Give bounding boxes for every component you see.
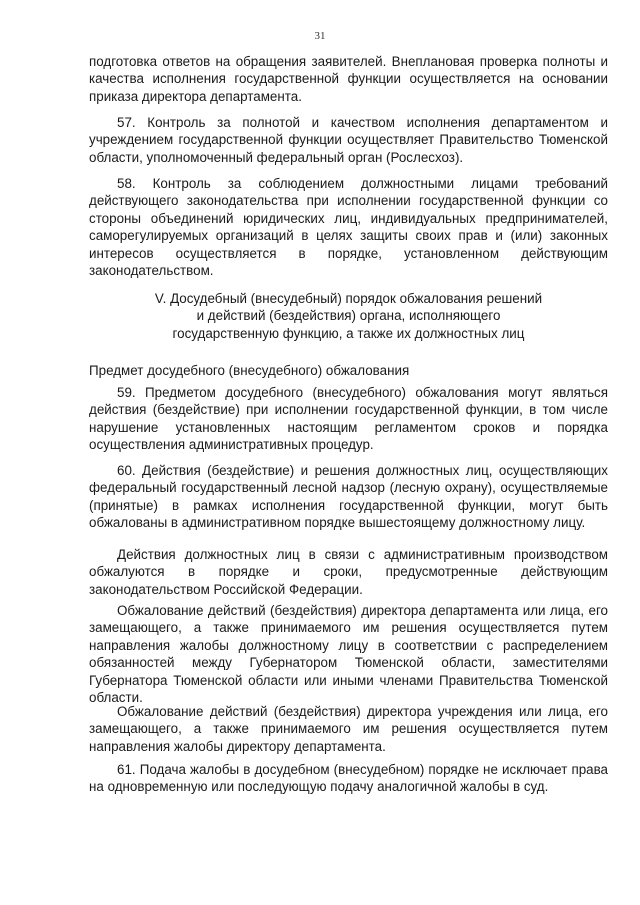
paragraph-58: 58. Контроль за соблюдением должностными лицами требований действующего законодательства при исполнении государственной функции со стороны объединений юридических лиц, индивидуальных предпринимателей, саморегулируемых организаций в целях защиты своих прав и (или) законных интересов осуществляется в порядке, установленном действующим законодательством. [89,176,608,279]
paragraph-59: 59. Предметом досудебного (внесудебного) обжалования могут являться действия (бездействие) при исполнении государственной функции, в том числе нарушение установленных настоящим регламентом сроков и порядка осуществления административных процедур. [89,385,608,453]
paragraph-60-block [89,462,608,532]
section-title-line-2: и действий (бездействия) органа, исполняющего [196,308,501,324]
paragraph-60a-block [89,546,608,598]
paragraph-57: 57. Контроль за полнотой и качеством исполнения департаментом и учреждением государственной функции осуществляет Правительство Тюменской области, уполномоченный федеральный орган (Рослесхоз). [89,115,608,165]
paragraph-60b: Обжалование действий (бездействия) директора департамента или лица, его замещающего, а также принимаемого им решения осуществляется путем направления жалобы должностному лицу в соответствии с распределением обязанностей между Губернатором Тюменской области, заместителями Губернатора Тюменской области или иными членами Правительства Тюменской области. [89,603,608,706]
paragraph-intro: подготовка ответов на обращения заявителей. Внеплановая проверка полноты и качества исполнения государственной функции осуществляется на основании приказа директора департамента. [89,54,608,104]
paragraph-intro-block [89,53,608,105]
paragraph-59-block [89,384,608,454]
page-number: 31 [314,30,326,42]
paragraph-57-block [89,114,608,166]
paragraph-60a: Действия должностных лиц в связи с административным производством обжалуются в порядке и сроки, предусмотренные действующим законодательством Российской Федерации. [89,547,608,597]
section-title-line-1: V. Досудебный (внесудебный) порядок обжалования решений [154,291,543,306]
paragraph-61-block [89,761,608,796]
section-title-line-3: государственную функцию, а также их должностных лиц [172,325,525,341]
paragraph-60c: Обжалование действий (бездействия) директора учреждения или лица, его замещающего, а также принимаемого им решения осуществляется путем направления жалобы директору департамента. [89,704,608,754]
paragraph-60: 60. Действия (бездействие) и решения должностных лиц, осуществляющих федеральный государственный лесной надзор (лесную охрану), осуществляемые (принятые) в рамках исполнения государственной функции, могут быть обжалованы в административном порядке вышестоящему должностному лицу. [89,463,608,531]
paragraph-60c-block [89,703,608,755]
paragraph-58-block [89,175,608,279]
subheading: Предмет досудебного (внесудебного) обжалования [89,363,410,378]
section-title [89,290,608,342]
paragraph-61: 61. Подача жалобы в досудебном (внесудебном) порядке не исключает права на одновременную или последующую подачу аналогичной жалобы в суд. [89,762,608,795]
paragraph-60b-block [89,602,608,706]
